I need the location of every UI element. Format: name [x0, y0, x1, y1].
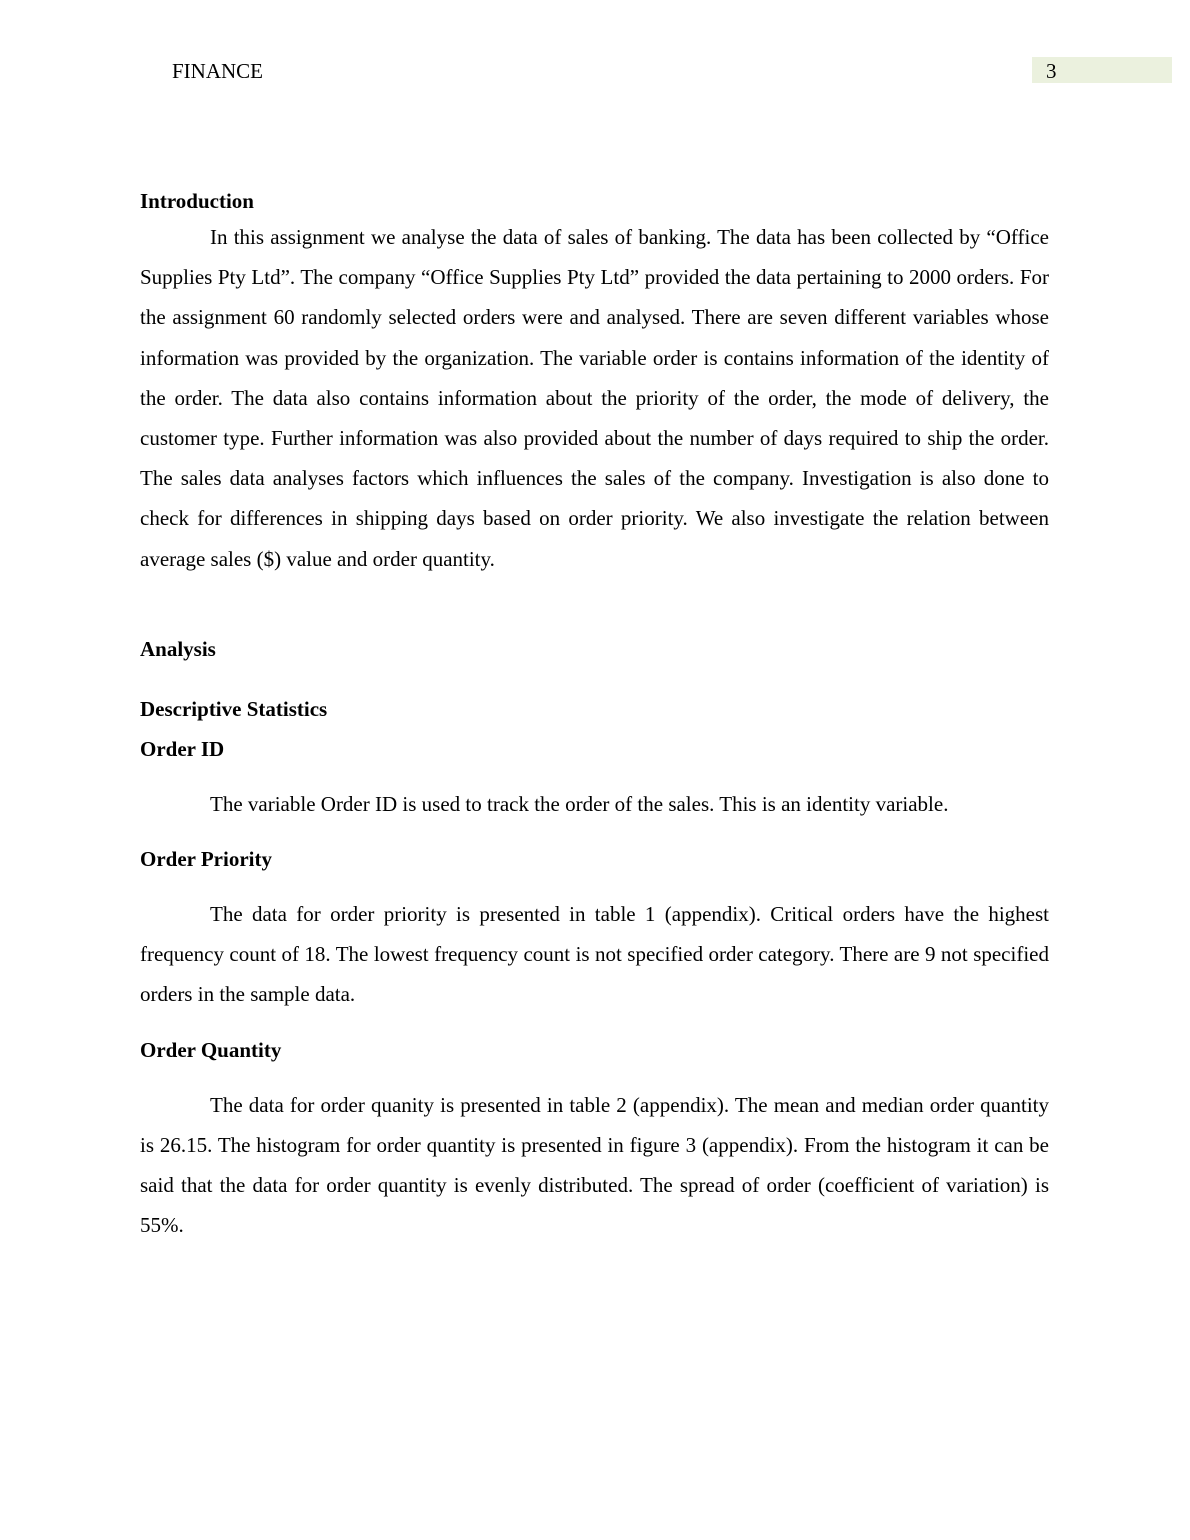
page-number: 3 [1046, 59, 1057, 83]
paragraph-order-id: The variable Order ID is used to track the order of the sales. This is an identity variable. [210, 791, 949, 816]
heading-order-priority: Order Priority [140, 847, 272, 872]
heading-order-quantity: Order Quantity [140, 1037, 282, 1062]
heading-introduction: Introduction [140, 189, 254, 213]
heading-analysis: Analysis [140, 636, 216, 661]
document-body [140, 186, 1049, 1245]
heading-descriptive-statistics: Descriptive Statistics [140, 696, 328, 721]
header-title: FINANCE [172, 59, 264, 83]
paragraph-order-priority: The data for order priority is presented in table 1 (appendix). Critical orders have the highest frequency count of 18. The lowest frequency count is not specified order category. There are 9 not specified orders in the sample data. [140, 902, 1049, 1007]
heading-order-id: Order ID [140, 736, 225, 761]
paragraph-order-quantity: The data for order quanity is presented in table 2 (appendix). The mean and median order quantity is 26.15. The histogram for order quantity is presented in figure 3 (appendix). From the histogram it can be said that the data for order quantity is evenly distributed. The spread of order (coefficient of variation) is 55%. [140, 1092, 1049, 1238]
paragraph-introduction: In this assignment we analyse the data of sales of banking. The data has been collected by “Office Supplies Pty Ltd”. The company “Office Supplies Pty Ltd” provided the data pertaining to 2000 orders. For the assignment 60 randomly selected orders were and analysed. There are seven different variables whose information was provided by the organization. The variable order is contains information of the identity of the order. The data also contains information about the priority of the order, the mode of delivery, the customer type. Further information was also provided about the number of days required to ship the order. The sales data analyses factors which influences the sales of the company. Investigation is also done to check for differences in shipping days based on order priority. We also investigate the relation between average sales ($) value and order quantity. [140, 225, 1049, 571]
page-number-box [1032, 57, 1172, 83]
